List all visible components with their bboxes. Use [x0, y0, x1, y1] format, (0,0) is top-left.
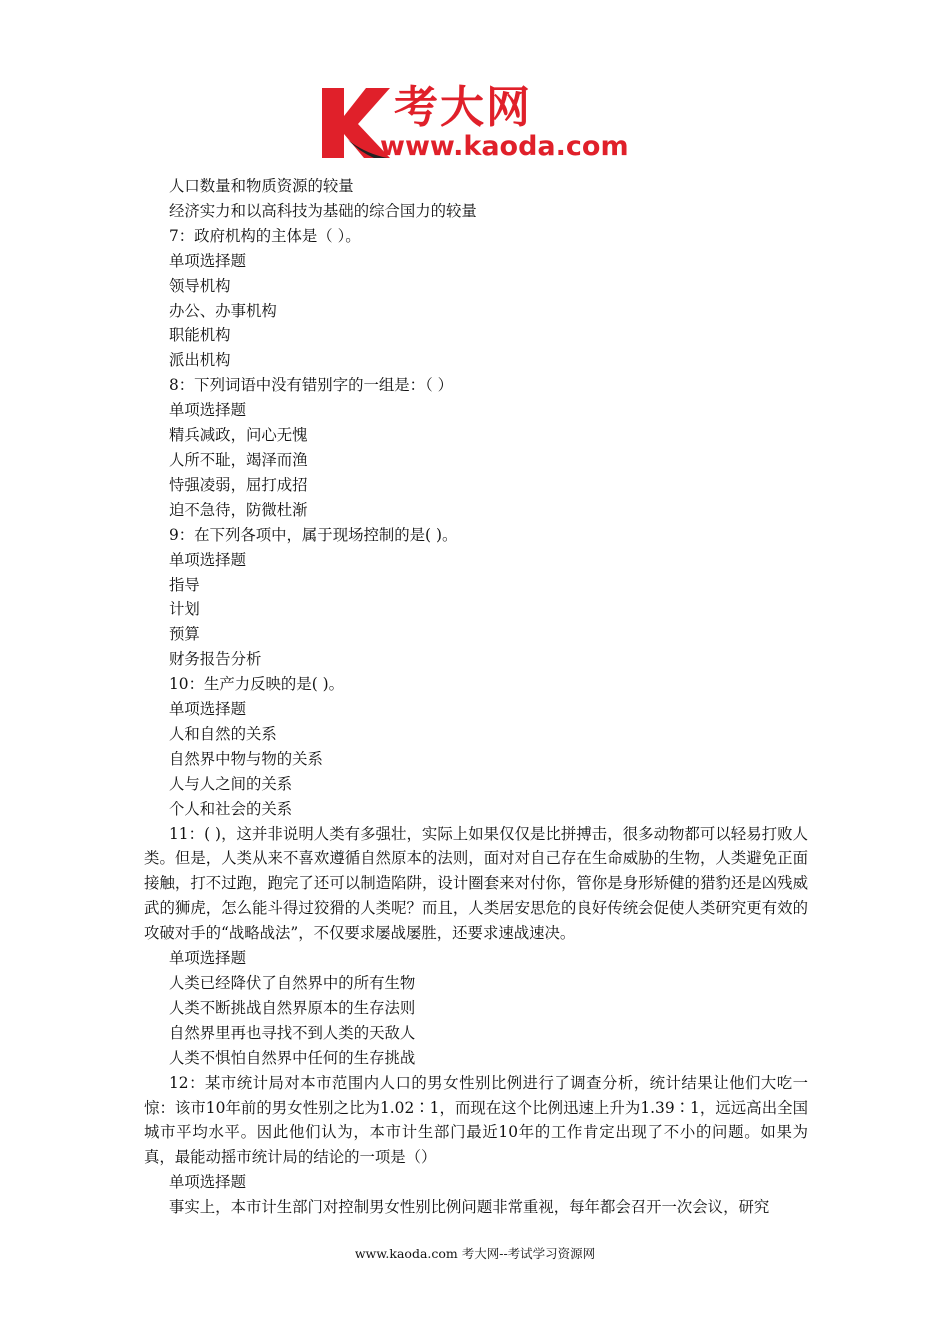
text-line: 办公、办事机构: [169, 301, 277, 320]
text-line: 计划: [169, 600, 200, 619]
text-line: 人类不惧怕自然界中任何的生存挑战: [169, 1048, 416, 1067]
text-line: 8：下列词语中没有错别字的一组是：（ ）: [169, 376, 454, 395]
text-line: 9：在下列各项中，属于现场控制的是( )。: [169, 525, 458, 544]
kaoda-logo: [318, 78, 640, 162]
text-line: 单项选择题: [169, 550, 246, 569]
text-line: 自然界里再也寻找不到人类的天敌人: [169, 1023, 416, 1042]
text-line: 单项选择题: [169, 1173, 246, 1192]
logo-cn-text: 考大网: [394, 82, 532, 133]
text-line: 派出机构: [169, 351, 231, 370]
text-line: 单项选择题: [169, 401, 246, 420]
text-line: 指导: [169, 575, 200, 594]
question-paragraph: 11：( )，这并非说明人类有多强壮，实际上如果仅仅是比拼搏击，很多动物都可以轻易打败人类。但是，人类从来不喜欢遵循自然原本的法则，面对对自己存在生命威胁的生物，人类避免正面接触，打不过跑，跑完了还可以制造陷阱，设计圈套来对付你，管你是身形矫健的猎豹还是凶残威武的狮虎，怎么能斗得过狡猾的人类呢？而且，人类居安思危的良好传统会促使人类研究更有效的攻破对手的“战略战法”，不仅要求屡战屡胜，还要求速战速决。: [144, 824, 808, 943]
text-line: 恃强凌弱，屈打成招: [169, 475, 308, 494]
text-line: 预算: [169, 625, 200, 644]
text-line: 人类已经降伏了自然界中的所有生物: [169, 974, 416, 992]
text-line: 人所不耻，竭泽而渔: [169, 450, 308, 469]
text-line: 人和自然的关系: [169, 724, 277, 743]
text-line: 单项选择题: [169, 251, 246, 270]
text-line: 自然界中物与物的关系: [169, 749, 323, 768]
text-line: 财务报告分析: [169, 650, 262, 669]
logo-url-text: www.kaoda.com: [380, 131, 629, 162]
question-paragraph: 事实上，本市计生部门对控制男女性别比例问题非常重视，每年都会召开一次会议，研究: [169, 1198, 770, 1217]
text-line: 单项选择题: [169, 700, 246, 719]
document-body: [144, 174, 808, 1220]
text-line: 领导机构: [169, 276, 231, 295]
text-line: 职能机构: [169, 326, 231, 345]
text-line: 人与人之间的关系: [169, 774, 293, 793]
question-paragraph: 12：某市统计局对本市范围内人口的男女性别比例进行了调查分析，统计结果让他们大吃一惊：该市10年前的男女性别之比为1.02∶1，而现在这个比例迅速上升为1.39∶1，远远高出全国城市平均水平。因此他们认为，本市计生部门最近10年的工作肯定出现了不小的问题。如果为真，最能动摇市统计局的结论的一项是（）: [144, 1073, 808, 1167]
text-line: 人口数量和物质资源的较量: [169, 177, 354, 195]
text-line: 经济实力和以高科技为基础的综合国力的较量: [169, 201, 477, 220]
text-line: 精兵减政，问心无愧: [169, 426, 308, 445]
page-footer: www.kaoda.com 考大网--考试学习资源网: [354, 1246, 596, 1261]
text-line: 单项选择题: [169, 949, 246, 968]
text-line: 迫不急待，防微杜渐: [169, 500, 308, 519]
text-line: 7：政府机构的主体是（ ）。: [169, 226, 361, 245]
text-line: 人类不断挑战自然界原本的生存法则: [169, 998, 416, 1017]
text-line: 个人和社会的关系: [169, 799, 293, 818]
text-line: 10：生产力反映的是( )。: [169, 675, 345, 694]
